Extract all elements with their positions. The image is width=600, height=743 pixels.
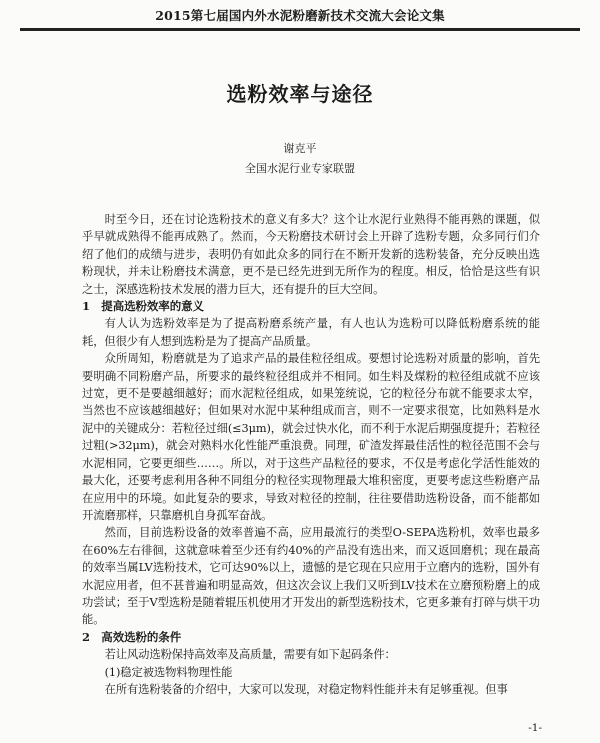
paragraph: 若让风动选粉保持高效率及高质量，需要有如下起码条件： — [104, 648, 396, 662]
paragraph: 众所周知，粉磨就是为了追求产品的最佳粒径组成。要想讨论选粉对质量的影响，首先要明确不同粉磨产品，所要求的最终粒径组成并不相同。如生料及煤粉的粒径组成就不应该过宽，更不是要越细越好；而水泥粒径组成，如果笼统说，它的粒径分布就不能要求太窄，当然也不应该越细越好；但如果对水泥中某种组成而言，则不一定要求很宽，比如熟料是水泥中的关键成分：若粒径过细(≤3μm)，就会过快水化，而不利于水泥后期强度提升；若粒径过粗(>32μm)，就会对熟料水化性能严重浪费。同理，矿渣发挥最佳活性的粒径范围不会与水泥相同，它要更细些……。所以，对于这些产品粒径的要求，不仅是考虑化学活性能效的最大化，还要考虑利用各种不同组分的粒径实现物理最大堆积密度，更要考虑这些粉磨产品在应用中的环境。如此复杂的要求，导致对粒径的控制，往往要借助选粉设备，而不能都如开流磨那样，只靠磨机自身孤军奋战。 — [82, 352, 540, 522]
section-heading-2: 2 高效选粉的条件 — [82, 629, 182, 644]
running-header: 2015第七届国内外水泥粉磨新技术交流大会论文集 — [20, 6, 580, 30]
author-name: 谢克平 — [283, 142, 317, 155]
subsection-heading: (1)稳定被选物料物理性能 — [104, 665, 233, 679]
author-affiliation: 全国水泥行业专家联盟 — [245, 162, 355, 175]
section-heading-1: 1 提高选粉效率的意义 — [82, 299, 204, 314]
paragraph: 然而，目前选粉设备的效率普遍不高，应用最流行的类型O-SEPA选粉机，效率也最多在60%左右徘徊，这就意味着至少还有约40%的产品没有选出来，而又返回磨机；现在最高的效率当属LV选粉技术，它可达90%以上，遗憾的是它现在只应用于立磨内的选粉，国外有水泥应用者，但不甚普遍和明显高效，但这次会议上我们又听到LV技术在立磨预粉磨上的成功尝试；至于V型选粉是随着辊压机使用才开发出的新型选粉技术，它更多兼有打碎与烘干功能。 — [82, 526, 540, 627]
header-rule — [20, 30, 580, 31]
article-body — [82, 211, 540, 698]
paragraph: 在所有选粉装备的介绍中，大家可以发现，对稳定物料性能并未有足够重视。但事 — [104, 682, 508, 696]
paper-title: 选粉效率与途径 — [226, 82, 374, 106]
page-number: -1- — [528, 722, 542, 734]
paragraph-intro: 时至今日，还在讨论选粉技术的意义有多大？这个让水泥行业熟得不能再熟的课题，似乎早就成熟得不能再成熟了。然而，今天粉磨技术研讨会上开辟了选粉专题，众多同行们介绍了他们的成绩与进步，表明仍有如此众多的同行在不断开发新的选粉装备，充分反映出选粉现状，并未让粉磨技术满意，更不是已经先进到无所作为的程度。相反，恰恰是这些有识之士，深感选粉技术发展的潜力巨大，还有提升的巨大空间。 — [82, 213, 540, 296]
paragraph: 有人认为选粉效率是为了提高粉磨系统产量，有人也认为选粉可以降低粉磨系统的能耗，但很少有人想到选粉是为了提高产品质量。 — [82, 317, 540, 348]
